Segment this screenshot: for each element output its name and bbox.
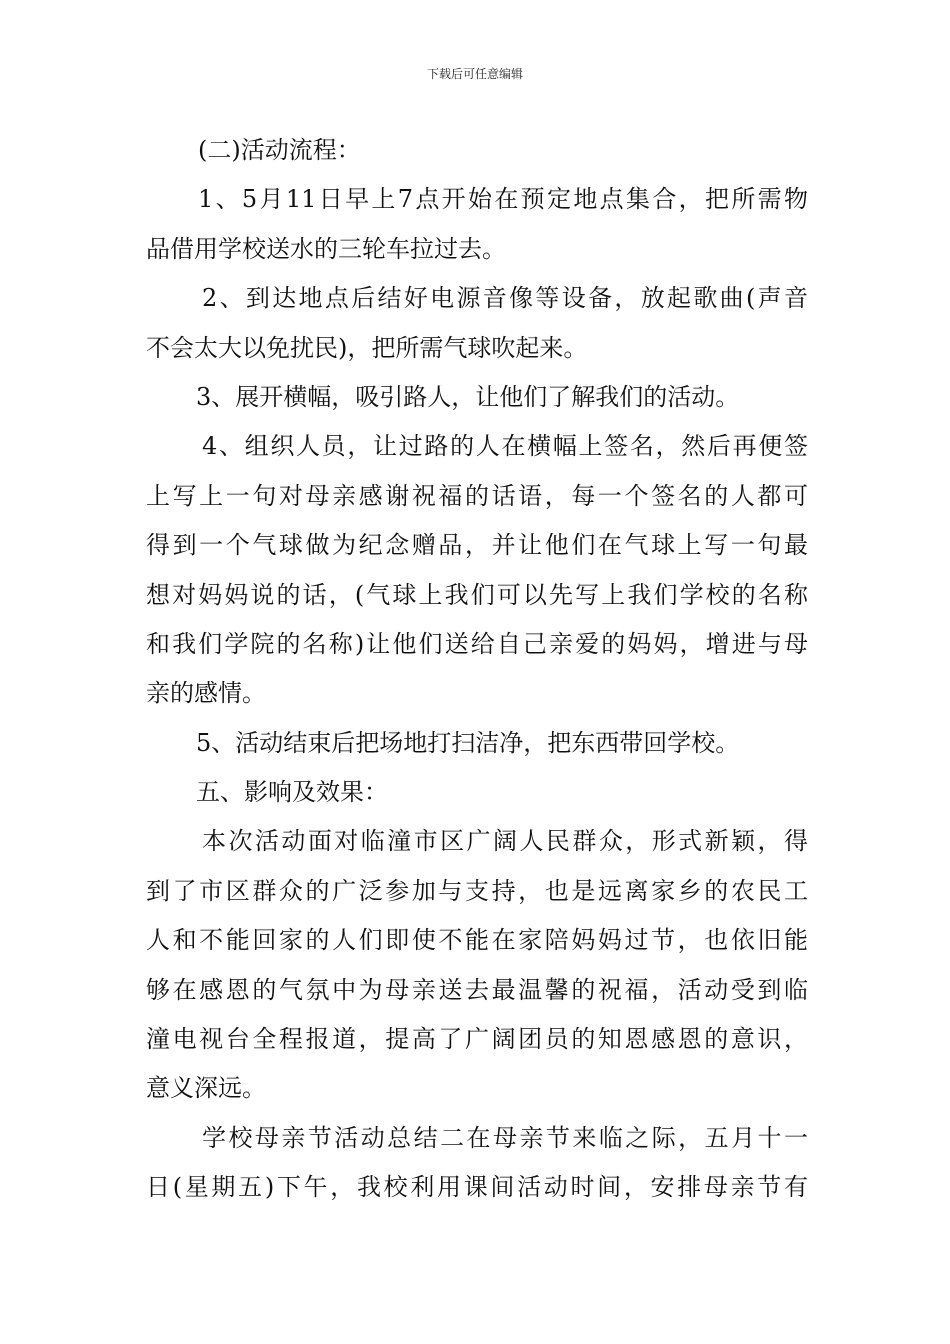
text-line: 和我们学院的名称)让他们送给自己亲爱的妈妈，增进与母 — [146, 629, 808, 658]
text-line: 得到一个气球做为纪念赠品，并让他们在气球上写一句最 — [146, 531, 808, 560]
text-line: 到了市区群众的广泛参加与支持，也是远离家乡的农民工 — [146, 876, 808, 905]
text-line: 本次活动面对临潼市区广阔人民群众，形式新颖，得 — [202, 827, 808, 856]
text-line: (二)活动流程： — [198, 136, 361, 164]
text-line: 五、影响及效果： — [196, 778, 388, 807]
text-line: 2、到达地点后结好电源音像等设备，放起歌曲(声音 — [202, 284, 808, 313]
text-line: 1、5月11日早上7点开始在预定地点集合，把所需物 — [198, 185, 808, 214]
text-line: 不会太大以免扰民)，把所需气球吹起来。 — [146, 333, 588, 362]
text-line: 亲的感情。 — [146, 679, 266, 708]
text-line: 品借用学校送水的三轮车拉过去。 — [146, 234, 506, 263]
text-line: 潼电视台全程报道，提高了广阔团员的知恩感恩的意识， — [146, 1025, 808, 1054]
text-line: 4、组织人员，让过路的人在横幅上签名，然后再便签 — [202, 432, 808, 461]
text-line: 学校母亲节活动总结二在母亲节来临之际，五月十一 — [202, 1123, 808, 1152]
document-body — [146, 126, 808, 1213]
text-line: 上写上一句对母亲感谢祝福的话语，每一个签名的人都可 — [146, 481, 808, 510]
text-line: 5、活动结束后把场地打扫洁净，把东西带回学校。 — [196, 728, 740, 757]
text-line: 意义深远。 — [146, 1074, 266, 1103]
text-line: 够在感恩的气氛中为母亲送去最温馨的祝福，活动受到临 — [146, 975, 808, 1004]
text-line: 人和不能回家的人们即使不能在家陪妈妈过节，也依旧能 — [146, 926, 808, 955]
page-header-note: 下载后可任意编辑 — [426, 67, 523, 81]
text-line: 日(星期五)下午，我校利用课间活动时间，安排母亲节有 — [146, 1173, 808, 1202]
text-line: 想对妈妈说的话，(气球上我们可以先写上我们学校的名称 — [146, 580, 808, 609]
text-line: 3、展开横幅，吸引路人，让他们了解我们的活动。 — [196, 382, 740, 411]
